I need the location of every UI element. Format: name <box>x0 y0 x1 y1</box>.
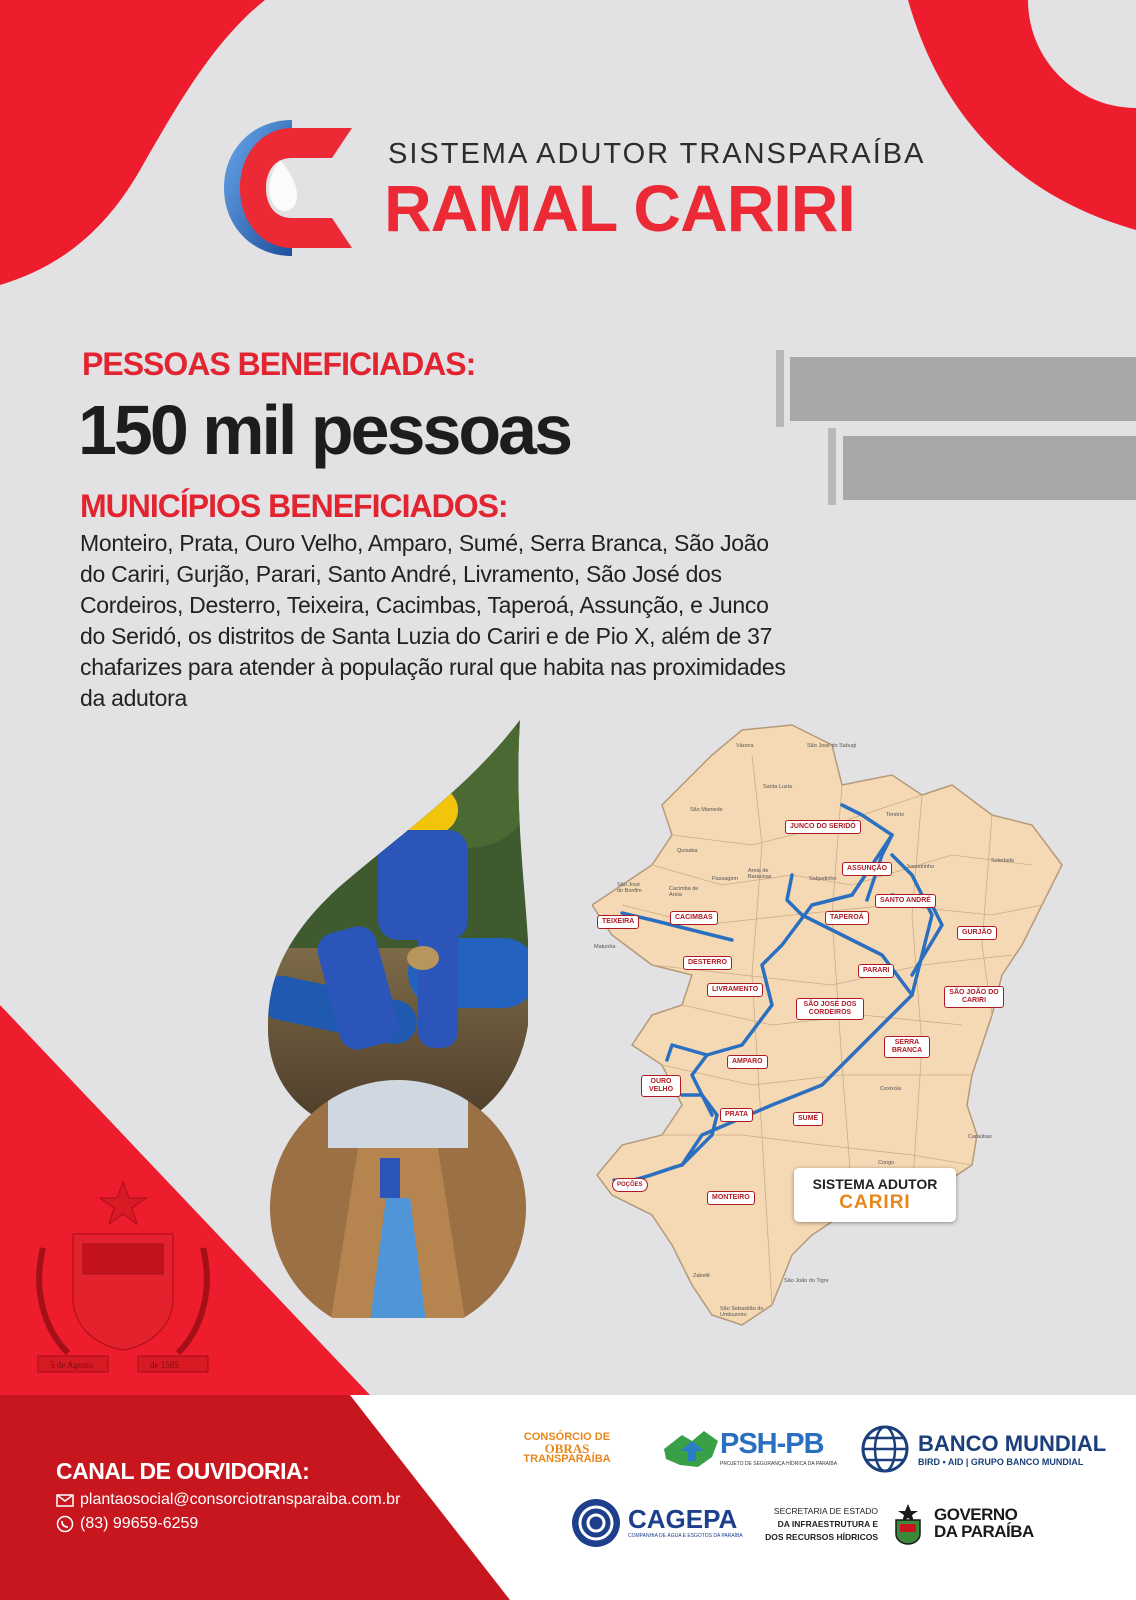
consorcio-logo <box>505 1432 629 1465</box>
municipalities-text: Monteiro, Prata, Ouro Velho, Amparo, Sumé, Serra Branca, São João do Cariri, Gurjão, Parari, Santo André, Livramento, São José dos Cordeiros, Desterro, Teixeira, Cacimbas, Taperoá, Assunção, e Junco do Seridó, os distritos de Santa Luzia do Cariri e de Pio X, além de 37 chafarizes para atender à população rural que habita nas proximidades da adutora <box>80 530 786 711</box>
map-label-pocoes: POÇÕES <box>612 1178 648 1192</box>
governo-logo-text <box>934 1506 1034 1540</box>
map-label-junco: JUNCO DO SERIDÓ <box>785 820 861 834</box>
consorcio-line1: CONSÓRCIO DE <box>523 1431 611 1443</box>
secretaria-line2: DA INFRAESTRUTURA E <box>777 1519 878 1529</box>
town-juazeirinho: Juazeirinho <box>906 864 935 870</box>
worker-photo <box>268 718 528 1138</box>
ouvidoria-title: CANAL DE OUVIDORIA: <box>56 1458 310 1484</box>
town-zabele: Zabelê <box>693 1273 710 1279</box>
whatsapp-icon <box>56 1515 74 1533</box>
town-congo: Congo <box>878 1160 895 1166</box>
secretaria-line1: SECRETARIA DE ESTADO <box>773 1506 878 1516</box>
state-coat-of-arms-icon <box>28 1178 218 1378</box>
municipalities-heading: MUNICÍPIOS BENEFICIADOS: <box>80 488 508 524</box>
people-heading: PESSOAS BENEFICIADAS: <box>82 346 476 382</box>
cagepa-logo-text: CAGEPA <box>628 1504 738 1534</box>
legend-line2: CARIRI <box>839 1192 911 1213</box>
legend-line1: SISTEMA ADUTOR <box>812 1176 938 1192</box>
map-label-cacimbas: CACIMBAS <box>670 911 718 925</box>
secretaria-line3: DOS RECURSOS HÍDRICOS <box>765 1532 878 1542</box>
cagepa-sub: COMPANHIA DE ÁGUA E ESGOTOS DA PARAÍBA <box>628 1533 743 1539</box>
map-label-assuncao: ASSUNÇÃO <box>842 862 892 876</box>
secretaria-logo <box>750 1505 878 1544</box>
town-coxixola: Coxixola <box>880 1086 902 1092</box>
town-sao-jose-sabugi: São José do Sabugi <box>807 743 857 749</box>
psh-sub: PROJETO DE SEGURANÇA HÍDRICA DA PARAÍBA <box>720 1461 838 1467</box>
consorcio-line2: OBRAS <box>544 1441 590 1456</box>
map-label-sao-jose: SÃO JOSÉ DOS CORDEIROS <box>796 998 864 1020</box>
cagepa-icon <box>570 1497 622 1549</box>
town-areia: Areia de Baraúnas <box>748 868 772 880</box>
map-label-gurjao: GURJÃO <box>957 926 997 940</box>
consorcio-line3: TRANSPARAÍBA <box>523 1453 611 1465</box>
psh-logo-text: PSH-PB <box>720 1428 824 1460</box>
town-caraubas: Caraúbas <box>968 1134 992 1140</box>
system-label: SISTEMA ADUTOR TRANSPARAÍBA <box>388 138 926 170</box>
town-soledade: Soledade <box>991 858 1015 864</box>
map-label-taperoa: TAPEROÁ <box>825 911 869 925</box>
psh-map-icon <box>662 1427 720 1471</box>
town-matureia: Maturéia <box>594 944 616 950</box>
map-label-teixeira: TEIXEIRA <box>597 915 639 929</box>
people-value: 150 mil pessoas <box>78 391 570 469</box>
town-tenorio: Tenório <box>886 812 905 818</box>
governo-line1: GOVERNO <box>934 1505 1018 1524</box>
globe-icon <box>860 1424 910 1474</box>
envelope-icon <box>56 1494 74 1507</box>
town-sao-jose-bonfim: São José do Bonfim <box>617 882 642 894</box>
town-santa-luzia: Santa Luzia <box>763 784 793 790</box>
ramal-cariri-logo-icon <box>222 118 364 258</box>
governo-line2: DA PARAÍBA <box>934 1522 1034 1541</box>
map-label-sao-joao: SÃO JOÃO DO CARIRI <box>944 986 1004 1008</box>
town-sao-joao-tigre: São João do Tigre <box>784 1278 829 1284</box>
map-label-amparo: AMPARO <box>727 1055 768 1069</box>
town-sao-mamede: São Mamede <box>690 807 723 813</box>
construction-photos <box>268 718 528 1318</box>
email-link[interactable]: plantaosocial@consorciotransparaiba.com.br <box>80 1491 401 1508</box>
email-row <box>56 1491 400 1509</box>
trench-photo <box>268 1078 528 1318</box>
map-label-monteiro: MONTEIRO <box>707 1191 755 1205</box>
banco-logo-text: BANCO MUNDIAL <box>918 1431 1107 1456</box>
town-passagem: Passagem <box>712 876 738 882</box>
banco-sub: BIRD • AID | GRUPO BANCO MUNDIAL <box>918 1457 1084 1467</box>
map-label-santo-andre: SANTO ANDRÉ <box>875 894 936 908</box>
governo-emblem-icon <box>886 1502 930 1546</box>
project-title: RAMAL CARIRI <box>384 171 855 245</box>
town-salgadinho: Salgadinho <box>809 876 837 882</box>
map-label-livramento: LIVRAMENTO <box>707 983 763 997</box>
map-label-ouro-velho: OURO VELHO <box>641 1075 681 1097</box>
map-label-serra-branca: SERRA BRANCA <box>884 1036 930 1058</box>
map-label-desterro: DESTERRO <box>683 956 732 970</box>
map-label-parari: PARARI <box>858 964 894 978</box>
town-varzea: Várzea <box>736 743 754 749</box>
map-region <box>592 725 1062 1325</box>
map-legend <box>794 1168 956 1222</box>
phone-number[interactable]: (83) 99659-6259 <box>80 1515 199 1532</box>
map-label-sume: SUMÉ <box>793 1112 823 1126</box>
town-quixaba: Quixaba <box>677 848 698 854</box>
cariri-map <box>592 715 1072 1345</box>
town-cacimba-areia: Cacimba de Areia <box>669 886 699 898</box>
town-sao-sebastiao: São Sebastião do Umbuzeiro <box>720 1306 764 1318</box>
emblem-left-text: 5 de Agosto <box>50 1360 94 1370</box>
map-label-prata: PRATA <box>720 1108 753 1122</box>
phone-row <box>56 1515 400 1533</box>
ouvidoria-block <box>56 1458 400 1533</box>
emblem-right-text: de 1585 <box>150 1360 179 1370</box>
